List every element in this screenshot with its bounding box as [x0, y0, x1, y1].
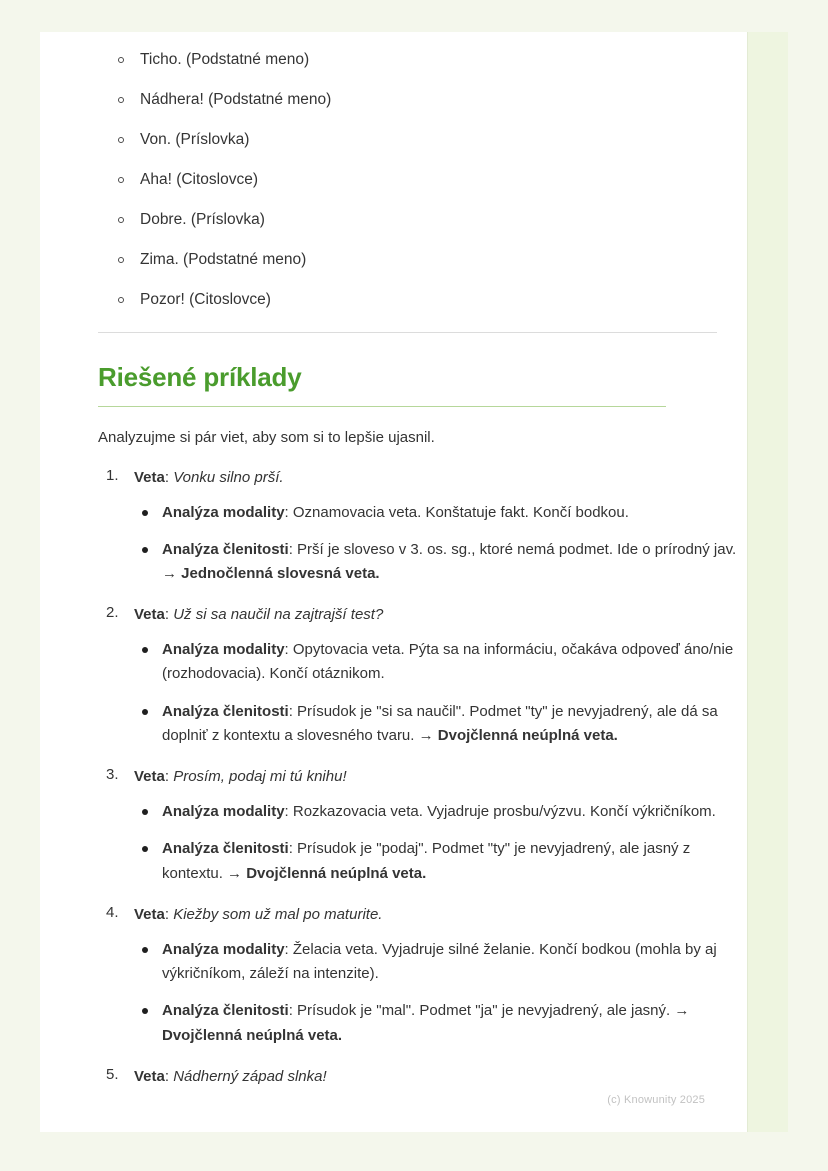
- circle-bullet-icon: [118, 137, 124, 143]
- colon: :: [164, 1067, 174, 1085]
- sentence-label: Veta: [134, 1067, 165, 1085]
- circle-bullet-icon: [118, 97, 124, 103]
- list-item-label: Ticho. (Podstatné meno): [140, 51, 310, 68]
- analysis-text: : Rozkazovacia veta. Vyjadruje prosbu/výzvu. Končí výkričníkom.: [284, 803, 716, 821]
- bullet-icon: [142, 1008, 148, 1014]
- analysis-label: Analýza modality: [162, 803, 285, 821]
- analysis-clenitost: [134, 538, 747, 587]
- bullet-icon: [142, 809, 148, 815]
- list-item-label: Von. (Príslovka): [140, 130, 250, 148]
- analysis-clenitost: [134, 700, 747, 749]
- list-item-label: Pozor! (Citoslovce): [140, 290, 271, 308]
- bullet-icon: [142, 947, 148, 953]
- list-item-label: Nádhera! (Podstatné meno): [140, 90, 332, 108]
- circle-bullet-icon: [118, 297, 124, 303]
- sentence-label: Veta: [134, 906, 165, 924]
- circle-bullet-icon: [118, 217, 124, 223]
- analysis-label: Analýza modality: [162, 641, 285, 659]
- analysis-text: : Prísudok je "podaj". Podmet "ty" je nevyjadrený, ale jasný z kontextu. →: [162, 840, 691, 882]
- analysis-result: Dvojčlenná neúplná veta.: [246, 864, 427, 882]
- analysis-modality: [134, 938, 747, 987]
- document-page: [40, 32, 788, 1132]
- analysis-label: Analýza členitosti: [162, 540, 289, 558]
- analysis-text: : Prísudok je "mal". Podmet "ja" je nevyjadrený, ale jasný. →: [288, 1002, 690, 1020]
- sentence-line: [134, 604, 747, 626]
- sentence-line: [134, 904, 747, 926]
- intro-paragraph: Analyzujme si pár viet, aby som si to lepšie ujasnil.: [98, 429, 435, 447]
- colon: :: [164, 906, 174, 924]
- analysis-result: Dvojčlenná neúplná veta.: [437, 727, 618, 745]
- colon: :: [164, 606, 174, 624]
- bullet-icon: [142, 547, 148, 553]
- example-item: [98, 766, 747, 886]
- title-underline: [98, 406, 666, 407]
- list-item: [68, 130, 747, 151]
- examples-list: [68, 467, 747, 1088]
- list-item: [68, 50, 747, 71]
- page-title: Riešené príklady: [98, 362, 302, 393]
- colon: :: [164, 468, 174, 486]
- circle-bullet-icon: [118, 257, 124, 263]
- sentence-label: Veta: [134, 606, 165, 624]
- analysis-clenitost: [134, 837, 747, 886]
- analysis-list: [134, 938, 747, 1048]
- list-item-label: Zima. (Podstatné meno): [140, 250, 307, 268]
- colon: :: [164, 768, 174, 786]
- analysis-result: Dvojčlenná neúplná veta.: [162, 1026, 343, 1044]
- sentence-text: Prosím, podaj mi tú knihu!: [173, 768, 347, 786]
- circle-bullet-icon: [118, 177, 124, 183]
- example-item: [98, 904, 747, 1048]
- analysis-clenitost: [134, 999, 747, 1048]
- bullet-icon: [142, 510, 148, 516]
- page-edge-strip: [747, 32, 788, 1132]
- sentence-text: Vonku silno prší.: [173, 468, 284, 486]
- analysis-text: : Želacia veta. Vyjadruje silné želanie. Končí bodkou (mohla by aj výkričníkom, záleží na intenzite).: [162, 940, 717, 983]
- analysis-modality: [134, 501, 747, 525]
- analysis-list: [134, 800, 747, 886]
- sentence-text: Kiežby som už mal po maturite.: [173, 906, 383, 924]
- analysis-label: Analýza členitosti: [162, 840, 289, 858]
- bullet-icon: [142, 647, 148, 653]
- analysis-list: [134, 638, 747, 748]
- list-item-label: Aha! (Citoslovce): [140, 170, 259, 188]
- section-divider: [98, 332, 717, 333]
- list-item: [68, 250, 747, 271]
- analysis-modality: [134, 800, 747, 824]
- sentence-line: [134, 1066, 747, 1088]
- bullet-icon: [142, 846, 148, 852]
- analysis-text: : Prší je sloveso v 3. os. sg., ktoré nemá podmet. Ide o prírodný jav. →: [162, 540, 737, 583]
- word-type-list: [68, 32, 747, 310]
- list-item: [68, 170, 747, 191]
- analysis-text: : Prísudok je "si sa naučil". Podmet "ty" je nevyjadrený, ale dá sa doplniť z kontextu a slovesného tvaru. →: [162, 702, 718, 745]
- analysis-text: : Oznamovacia veta. Konštatuje fakt. Končí bodkou.: [284, 503, 629, 521]
- list-item: [68, 210, 747, 231]
- analysis-modality: [134, 638, 747, 687]
- list-item: [68, 90, 747, 111]
- analysis-list: [134, 501, 747, 587]
- sentence-text: Už si sa naučil na zajtrajší test?: [173, 606, 384, 624]
- sentence-line: [134, 766, 747, 788]
- analysis-label: Analýza modality: [162, 940, 285, 958]
- bullet-icon: [142, 709, 148, 715]
- analysis-label: Analýza modality: [162, 503, 285, 521]
- analysis-label: Analýza členitosti: [162, 1002, 289, 1020]
- sentence-label: Veta: [134, 768, 165, 786]
- example-item: [98, 604, 747, 748]
- page-content: [40, 32, 747, 1132]
- analysis-label: Analýza členitosti: [162, 702, 289, 720]
- sentence-label: Veta: [134, 468, 165, 486]
- list-item-label: Dobre. (Príslovka): [140, 210, 265, 228]
- sentence-line: [134, 467, 747, 489]
- example-item: [98, 467, 747, 587]
- analysis-result: Jednočlenná slovesná veta.: [181, 565, 380, 583]
- sentence-text: Nádherný západ slnka!: [173, 1067, 327, 1085]
- circle-bullet-icon: [118, 57, 124, 63]
- list-item: [68, 290, 747, 311]
- copyright-note: (c) Knowunity 2025: [607, 1094, 706, 1106]
- analysis-text: : Opytovacia veta. Pýta sa na informáciu, očakáva odpoveď áno/nie (rozhodovacia). Končí otáznikom.: [162, 641, 734, 683]
- example-item: [98, 1066, 747, 1088]
